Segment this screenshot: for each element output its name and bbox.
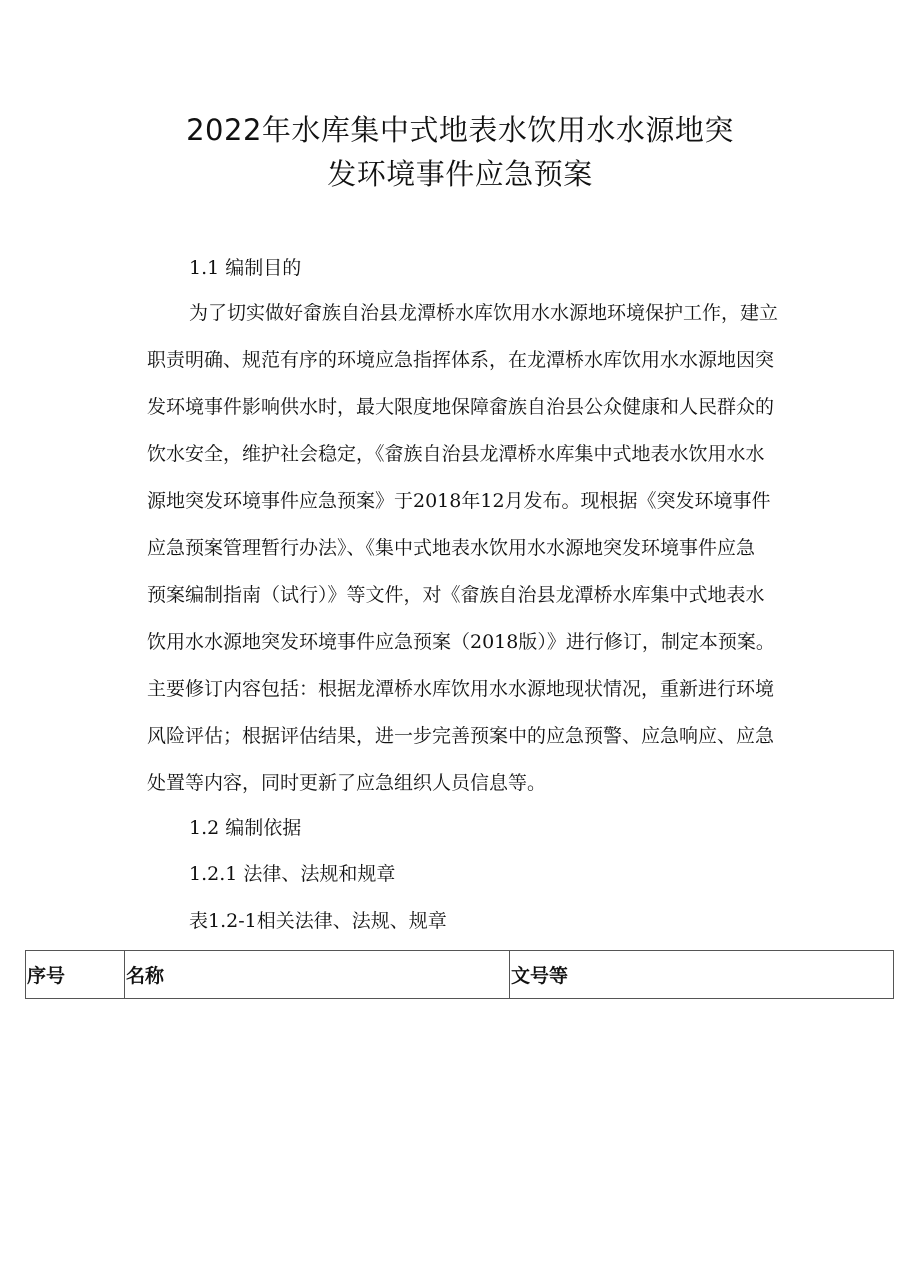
paragraph-line: 源地突发环境事件应急预案》于2018年12月发布。现根据《突发环境事件 (147, 490, 771, 512)
column-header-doc-number: 文号等 (510, 951, 894, 999)
table-caption: 表1.2-1相关法律、法规、规章 (189, 910, 447, 932)
section-heading-1-1: 1.1 编制目的 (189, 257, 302, 279)
paragraph-line: 饮用水水源地突发环境事件应急预案（2018版）》进行修订，制定本预案。 (147, 631, 775, 653)
paragraph-line: 预案编制指南（试行）》等文件，对《畲族自治县龙潭桥水库集中式地表水 (147, 584, 765, 606)
paragraph-line: 饮水安全，维护社会稳定，《畲族自治县龙潭桥水库集中式地表水饮用水水 (147, 443, 765, 465)
body-paragraph (147, 290, 897, 807)
paragraph-line: 发环境事件影响供水时，最大限度地保障畲族自治县公众健康和人民群众的 (147, 396, 775, 418)
paragraph-line: 应急预案管理暂行办法》、《集中式地表水饮用水水源地突发环境事件应急 (147, 537, 756, 559)
paragraph-line: 风险评估；根据评估结果，进一步完善预案中的应急预警、应急响应、应急 (147, 725, 775, 747)
document-title-line-2: 发环境事件应急预案 (327, 157, 593, 191)
paragraph-line: 职责明确、规范有序的环境应急指挥体系，在龙潭桥水库饮用水水源地因突 (147, 349, 775, 371)
paragraph-line: 为了切实做好畲族自治县龙潭桥水库饮用水水源地环境保护工作，建立 (189, 302, 779, 324)
section-heading-1-2: 1.2 编制依据 (189, 817, 302, 839)
laws-table (25, 950, 894, 999)
table-header-row (26, 951, 894, 999)
section-heading-1-2-1: 1.2.1 法律、法规和规章 (189, 863, 396, 885)
column-header-name: 名称 (125, 951, 510, 999)
column-header-number: 序号 (26, 951, 125, 999)
paragraph-line: 处置等内容，同时更新了应急组织人员信息等。 (147, 772, 547, 794)
document-title-line-1: 2022年水库集中式地表水饮用水水源地突 (186, 113, 734, 147)
paragraph-line: 主要修订内容包括：根据龙潭桥水库饮用水水源地现状情况，重新进行环境 (147, 678, 775, 700)
